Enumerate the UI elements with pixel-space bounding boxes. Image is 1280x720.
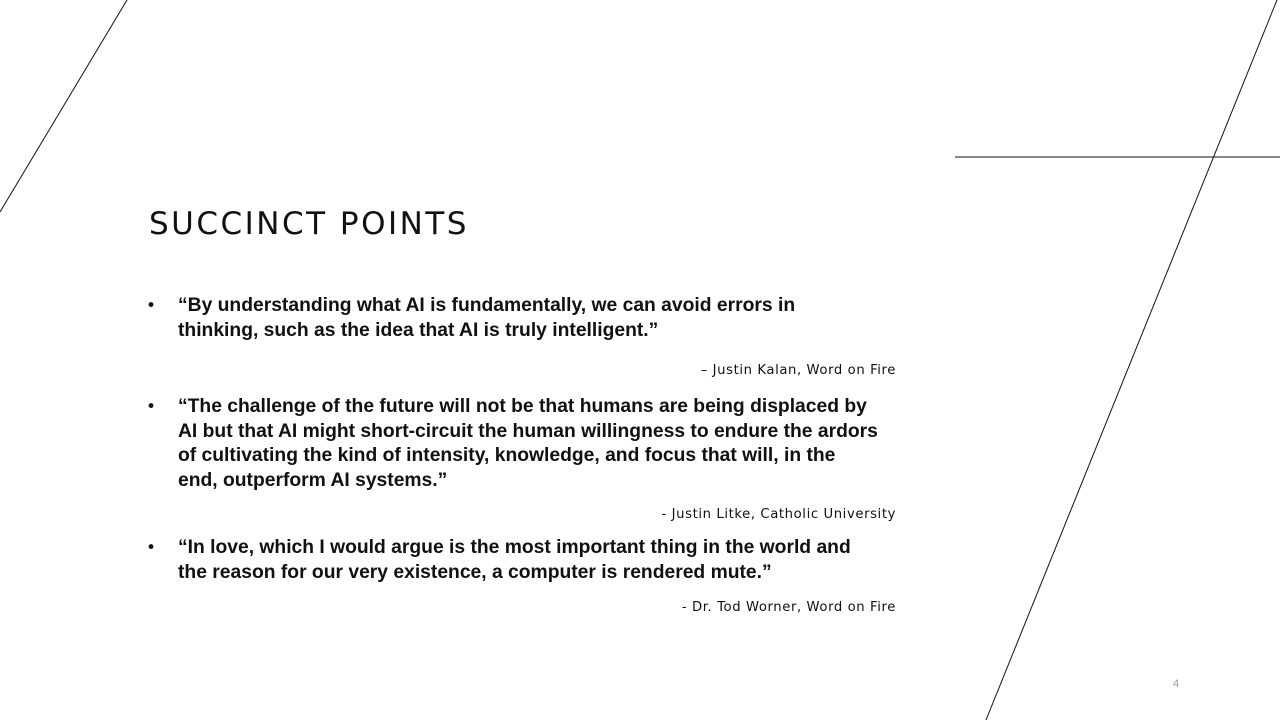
top-left-diagonal-line	[0, 0, 127, 212]
quote-item	[146, 395, 896, 522]
bullet-icon: •	[146, 397, 157, 417]
quote-item	[146, 294, 896, 378]
quote-list	[146, 0, 906, 720]
page-number: 4	[1173, 678, 1180, 690]
bullet-icon: •	[146, 296, 157, 316]
quote-text: “By understanding what AI is fundamentally, we can avoid errors in thinking, such as the idea that AI is truly intelligent.”	[178, 295, 796, 341]
bullet-icon: •	[146, 538, 157, 558]
quote-attribution: - Justin Litke, Catholic University	[661, 507, 896, 522]
quote-text: “In love, which I would argue is the most important thing in the world and the reason for our very existence, a computer is rendered mute.”	[178, 537, 851, 583]
quote-text: “The challenge of the future will not be that humans are being displaced by AI but that AI might short-circuit the human willingness to endure the ardors of cultivating the kind of intensity, knowledge, and focus that will, in the end, outperform AI systems.”	[178, 396, 878, 491]
quote-attribution: – Justin Kalan, Word on Fire	[700, 363, 896, 378]
quote-item	[146, 536, 896, 615]
slide-title: SUCCINCT POINTS	[149, 206, 469, 242]
right-diagonal-line	[986, 0, 1277, 720]
quote-attribution: - Dr. Tod Worner, Word on Fire	[681, 600, 896, 615]
